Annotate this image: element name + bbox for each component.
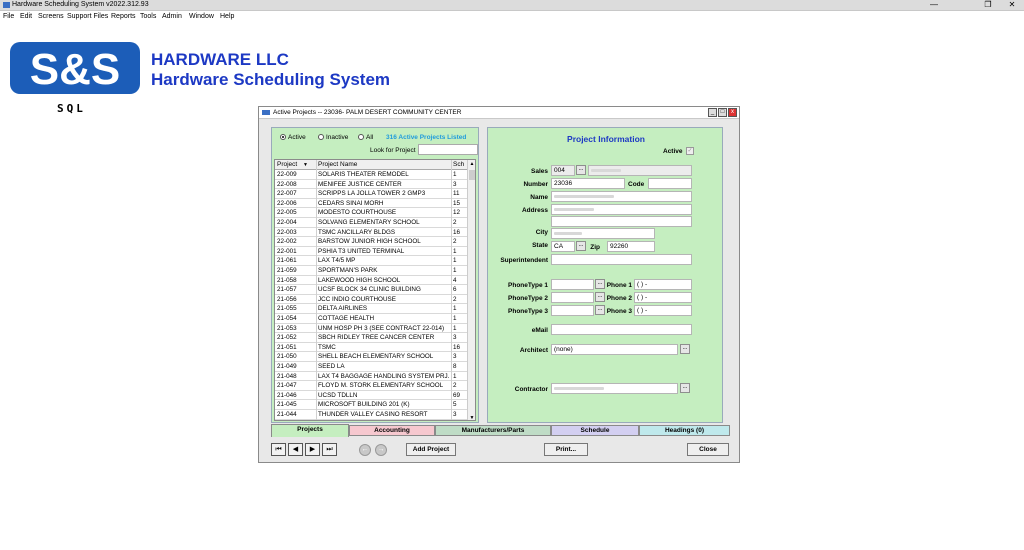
- address-label: Address: [521, 207, 548, 214]
- look-for-label: Look for Project: [370, 147, 416, 154]
- table-row[interactable]: [275, 400, 467, 410]
- state-field[interactable]: CA: [551, 241, 575, 252]
- table-row[interactable]: [275, 391, 467, 401]
- blurred-text: [554, 195, 614, 198]
- zip-field[interactable]: 92260: [607, 241, 655, 252]
- project-number-cell: 21-056: [277, 295, 297, 303]
- phonetype-1-label: PhoneType 1: [508, 282, 548, 289]
- project-name-cell: SEED LA: [318, 363, 345, 370]
- phone-1-label: Phone 1: [606, 282, 632, 289]
- number-field[interactable]: 23036: [551, 178, 625, 189]
- project-name-cell: COTTAGE HEALTH: [318, 315, 375, 322]
- dialog-title: Active Projects -- 23036- PALM DESERT COMMUNITY CENTER: [273, 109, 462, 116]
- company-line-1: HARDWARE LLC: [151, 50, 289, 69]
- schedule-count-cell: 8: [453, 363, 457, 370]
- active-checkbox[interactable]: ✓: [687, 148, 693, 154]
- dialog-icon: [262, 110, 270, 115]
- phone-2-field[interactable]: ( ) -: [634, 292, 692, 303]
- schedule-count-cell: 3: [453, 353, 457, 361]
- project-name-cell: UNM HOSP PH 3 (SEE CONTRACT 22-014): [318, 324, 445, 332]
- project-number-cell: 22-007: [277, 190, 297, 198]
- sales-field[interactable]: 004: [551, 165, 575, 176]
- project-info-heading: Project Information: [567, 134, 645, 144]
- schedule-count-cell: 2: [453, 295, 457, 303]
- menu-file[interactable]: File: [3, 13, 15, 20]
- project-list-pane: [271, 127, 479, 423]
- project-number-cell: 22-002: [277, 238, 297, 246]
- table-row[interactable]: [275, 256, 467, 266]
- project-number-cell: 22-009: [277, 171, 297, 178]
- code-label: Code: [628, 181, 645, 188]
- filter-all-radio[interactable]: [358, 134, 373, 141]
- schedule-count-cell: 3: [453, 180, 457, 188]
- phonetype-1-lookup-button[interactable]: ...: [595, 279, 605, 289]
- dialog-maximize-button[interactable]: □: [718, 108, 727, 117]
- project-name-cell: DELTA AIRLINES: [318, 305, 368, 313]
- project-number-cell: 22-005: [277, 209, 297, 217]
- contractor-lookup-button[interactable]: ...: [680, 383, 690, 393]
- dialog-titlebar: [259, 107, 739, 119]
- project-name-cell: THUNDER VALLEY CASINO RESORT: [318, 411, 428, 418]
- schedule-count-cell: 3: [453, 411, 457, 418]
- project-number-cell: 21-046: [277, 391, 297, 399]
- project-name-cell: UCSD TDLLN: [318, 391, 358, 399]
- phonetype-2-field[interactable]: [551, 292, 594, 303]
- table-row[interactable]: [275, 314, 467, 324]
- phone-2-label: Phone 2: [606, 295, 632, 302]
- project-number-cell: 22-001: [277, 247, 297, 255]
- phonetype-1-field[interactable]: [551, 279, 594, 290]
- table-row[interactable]: [275, 237, 467, 247]
- schedule-count-cell: 15: [453, 199, 461, 207]
- close-button[interactable]: Close: [687, 443, 729, 456]
- phone-3-label: Phone 3: [606, 308, 632, 315]
- project-name-cell: MENIFEE JUSTICE CENTER: [318, 180, 402, 188]
- tab-schedule[interactable]: Schedule: [551, 425, 639, 436]
- blurred-text: [554, 232, 582, 235]
- contractor-label: Contractor: [514, 386, 548, 393]
- table-row[interactable]: [275, 285, 467, 295]
- ss-logo: [10, 42, 140, 94]
- project-name-cell: SCRIPPS LA JOLLA TOWER 2 GMP3: [318, 190, 426, 198]
- active-projects-dialog: [258, 106, 740, 463]
- grid-scrollbar[interactable]: [467, 160, 476, 421]
- contractor-field[interactable]: [551, 383, 678, 394]
- blurred-text: [554, 387, 604, 390]
- project-number-cell: 21-049: [277, 363, 297, 370]
- architect-field[interactable]: (none): [551, 344, 678, 355]
- print-button[interactable]: Print...: [544, 443, 588, 456]
- project-number-cell: 21-048: [277, 372, 297, 380]
- tab-projects[interactable]: Projects: [271, 424, 349, 437]
- schedule-count-cell: 4: [453, 276, 457, 284]
- grid-header: [275, 160, 475, 170]
- project-name-cell: LAX T4 BAGGAGE HANDLING SYSTEM PRJ.: [318, 372, 450, 380]
- project-name-cell: PSHIA T3 UNITED TERMINAL: [318, 247, 405, 255]
- architect-label: Architect: [519, 347, 548, 354]
- schedule-count-cell: 69: [453, 391, 461, 399]
- project-number-cell: 22-004: [277, 219, 297, 226]
- table-row[interactable]: [275, 381, 467, 391]
- project-name-cell: JCC INDIO COURTHOUSE: [318, 295, 396, 303]
- phonetype-3-lookup-button[interactable]: ...: [595, 305, 605, 315]
- table-row[interactable]: [275, 352, 467, 362]
- schedule-count-cell: 3: [453, 334, 457, 342]
- menu-reports[interactable]: Reports: [111, 13, 136, 20]
- table-row[interactable]: [275, 266, 467, 276]
- filter-active-label: Active: [288, 134, 306, 141]
- next-record-button[interactable]: ▶: [305, 443, 320, 456]
- app-icon: [3, 2, 10, 8]
- phone-1-field[interactable]: ( ) -: [634, 279, 692, 290]
- code-field[interactable]: [648, 178, 692, 189]
- table-row[interactable]: [275, 372, 467, 382]
- schedule-count-cell: 1: [453, 171, 457, 178]
- table-row[interactable]: [275, 343, 467, 353]
- project-number-cell: 21-050: [277, 353, 297, 361]
- schedule-count-cell: 1: [453, 305, 457, 313]
- state-label: State: [532, 242, 548, 249]
- email-field[interactable]: [551, 324, 692, 335]
- project-number-cell: 21-058: [277, 276, 297, 284]
- dialog-close-button[interactable]: x: [728, 108, 737, 117]
- project-number-cell: 21-061: [277, 257, 297, 265]
- filter-all-label: All: [366, 134, 374, 141]
- project-number-cell: 22-006: [277, 199, 297, 207]
- project-number-cell: 21-059: [277, 267, 297, 274]
- project-name-cell: MODESTO COURTHOUSE: [318, 209, 397, 217]
- project-count: 316 Active Projects Listed: [386, 134, 467, 141]
- project-name-cell: SOLARIS THEATER REMODEL: [318, 171, 409, 178]
- state-lookup-button[interactable]: ...: [576, 241, 586, 251]
- table-row[interactable]: [275, 324, 467, 334]
- svg-text:S&S: S&S: [29, 45, 121, 94]
- company-line-2: Hardware Scheduling System: [151, 70, 391, 89]
- menu-admin[interactable]: Admin: [162, 13, 182, 20]
- tab-manufacturers-parts[interactable]: Manufacturers/Parts: [435, 425, 551, 436]
- col-project-name[interactable]: Project Name: [318, 161, 358, 168]
- project-number-cell: 21-054: [277, 315, 297, 322]
- phonetype-3-field[interactable]: [551, 305, 594, 316]
- blurred-text: [591, 169, 621, 172]
- table-row[interactable]: [275, 304, 467, 314]
- filter-inactive-label: Inactive: [326, 134, 349, 141]
- radio-icon: [318, 134, 324, 140]
- filter-inactive-radio[interactable]: [318, 134, 348, 141]
- schedule-count-cell: 1: [453, 324, 457, 332]
- phonetype-2-label: PhoneType 2: [508, 295, 548, 302]
- scroll-thumb[interactable]: [469, 170, 475, 180]
- project-info-pane: [487, 127, 723, 423]
- sales-label: Sales: [531, 168, 548, 175]
- menu-screens[interactable]: Screens: [38, 13, 64, 20]
- project-name-cell: LAKEWOOD HIGH SCHOOL: [318, 276, 401, 284]
- name-field[interactable]: [551, 191, 692, 202]
- project-number-cell: 21-055: [277, 305, 297, 313]
- table-row[interactable]: [275, 276, 467, 286]
- project-name-cell: LAX T4/5 MP: [318, 257, 356, 265]
- schedule-count-cell: 16: [453, 343, 461, 351]
- project-name-cell: UCSF BLOCK 34 CLINIC BUILDING: [318, 286, 421, 294]
- schedule-count-cell: 11: [453, 190, 460, 198]
- table-row[interactable]: [275, 189, 467, 199]
- company-name: [151, 50, 390, 90]
- minimize-button[interactable]: —: [930, 0, 938, 9]
- scroll-down-icon[interactable]: ▼: [469, 415, 475, 421]
- table-row[interactable]: [275, 410, 467, 420]
- forward-arrow-icon[interactable]: →: [375, 444, 387, 456]
- tab-headings[interactable]: Headings (0): [639, 425, 730, 436]
- project-name-cell: TSMC ANCILLARY BLDGS: [318, 228, 396, 236]
- table-row[interactable]: [275, 218, 467, 228]
- address-line-1-field[interactable]: [551, 204, 692, 215]
- table-row[interactable]: [275, 333, 467, 343]
- last-record-button[interactable]: ⏭: [322, 443, 337, 456]
- phone-3-field[interactable]: ( ) -: [634, 305, 692, 316]
- prev-record-button[interactable]: ◀: [288, 443, 303, 456]
- radio-icon: [358, 134, 364, 140]
- superintendent-field[interactable]: [551, 254, 692, 265]
- project-name-cell: TSMC: [318, 343, 336, 351]
- project-name-cell: FLOYD M. STORK ELEMENTARY SCHOOL: [318, 382, 444, 390]
- projects-grid[interactable]: [274, 159, 476, 421]
- table-row[interactable]: [275, 180, 467, 190]
- close-window-button[interactable]: ✕: [1008, 0, 1016, 9]
- project-name-cell: SBCH RIDLEY TREE CANCER CENTER: [318, 334, 435, 342]
- table-row[interactable]: [275, 295, 467, 305]
- sales-name-field[interactable]: [588, 165, 692, 176]
- look-for-input[interactable]: [418, 144, 478, 155]
- city-field[interactable]: [551, 228, 655, 239]
- sort-desc-icon: ▼: [303, 162, 308, 168]
- sales-lookup-button[interactable]: ...: [576, 165, 586, 175]
- schedule-count-cell: 2: [453, 219, 457, 226]
- filter-active-radio[interactable]: [280, 134, 306, 141]
- scroll-up-icon[interactable]: ▲: [469, 161, 475, 167]
- project-name-cell: BARSTOW JUNIOR HIGH SCHOOL: [318, 238, 421, 246]
- project-number-cell: 22-008: [277, 180, 297, 188]
- add-project-button[interactable]: Add Project: [406, 443, 456, 456]
- project-name-cell: SPORTMAN'S PARK: [318, 267, 378, 274]
- project-name-cell: CEDARS SINAI MORH: [318, 199, 384, 207]
- table-row[interactable]: [275, 170, 467, 180]
- schedule-count-cell: 6: [453, 286, 457, 294]
- menu-help[interactable]: Help: [220, 13, 235, 20]
- dialog-minimize-button[interactable]: _: [708, 108, 717, 117]
- app-title: Hardware Scheduling System v2022.312.93: [12, 1, 149, 8]
- city-label: City: [535, 229, 548, 236]
- phonetype-3-label: PhoneType 3: [508, 308, 548, 315]
- schedule-count-cell: 1: [453, 257, 457, 265]
- blurred-text: [554, 208, 594, 211]
- app-titlebar: [0, 0, 1024, 11]
- schedule-count-cell: 1: [453, 315, 457, 322]
- zip-label: Zip: [590, 244, 600, 251]
- project-number-cell: 21-051: [277, 343, 297, 351]
- first-record-button[interactable]: ⏮: [271, 443, 286, 456]
- project-name-cell: SHELL BEACH ELEMENTARY SCHOOL: [318, 353, 434, 361]
- architect-lookup-button[interactable]: ...: [680, 344, 690, 354]
- project-number-cell: 21-045: [277, 401, 297, 409]
- active-label: Active: [663, 148, 683, 155]
- project-number-cell: 21-044: [277, 411, 297, 418]
- menu-tools[interactable]: Tools: [140, 13, 157, 20]
- project-number-cell: 21-053: [277, 324, 297, 332]
- schedule-count-cell: 16: [453, 228, 461, 236]
- menu-window[interactable]: Window: [189, 13, 214, 20]
- menu-support-files[interactable]: Support Files: [67, 13, 109, 20]
- schedule-count-cell: 2: [453, 238, 457, 246]
- schedule-count-cell: 5: [453, 401, 457, 409]
- col-sch[interactable]: Sch: [453, 161, 465, 168]
- schedule-count-cell: 12: [453, 209, 461, 217]
- superintendent-label: Superintendent: [500, 257, 548, 264]
- schedule-count-cell: 2: [453, 382, 457, 390]
- phonetype-2-lookup-button[interactable]: ...: [595, 292, 605, 302]
- menu-edit[interactable]: Edit: [20, 13, 33, 20]
- back-arrow-icon[interactable]: ←: [359, 444, 371, 456]
- table-row[interactable]: [275, 208, 467, 218]
- radio-selected-icon: [280, 134, 286, 140]
- tab-accounting[interactable]: Accounting: [349, 425, 435, 436]
- col-divider: [451, 160, 452, 421]
- project-number-cell: 21-057: [277, 286, 297, 294]
- menu-bar: [0, 11, 1024, 22]
- number-label: Number: [523, 181, 548, 188]
- schedule-count-cell: 1: [453, 267, 457, 274]
- sql-label: SQL: [57, 102, 86, 115]
- schedule-count-cell: 1: [453, 247, 457, 255]
- project-name-cell: SOLVANG ELEMENTARY SCHOOL: [318, 219, 420, 226]
- project-number-cell: 22-003: [277, 228, 297, 236]
- table-row[interactable]: [275, 199, 467, 209]
- project-number-cell: 21-047: [277, 382, 297, 390]
- name-label: Name: [530, 194, 548, 201]
- table-row[interactable]: [275, 362, 467, 372]
- schedule-count-cell: 1: [453, 372, 457, 380]
- restore-button[interactable]: ❐: [984, 0, 992, 9]
- col-divider: [316, 160, 317, 421]
- table-row[interactable]: [275, 228, 467, 238]
- email-label: eMail: [531, 327, 548, 334]
- col-project[interactable]: Project: [277, 161, 298, 168]
- address-line-2-field[interactable]: [551, 216, 692, 227]
- table-row[interactable]: [275, 247, 467, 257]
- project-number-cell: 21-052: [277, 334, 297, 342]
- project-name-cell: MICROSOFT BUILDING 201 (K): [318, 401, 410, 409]
